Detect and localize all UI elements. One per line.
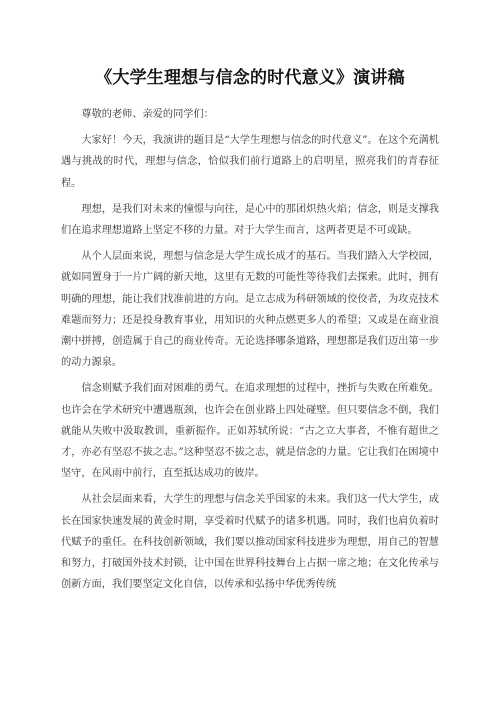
paragraph-greeting: 大家好！今天，我演讲的题目是“大学生理想与信念的时代意义”。在这个充满机遇与挑战的时代，理想与信念，恰似我们前行道路上的启明星，照亮我们的青春征程。: [61, 135, 439, 189]
paragraph-definition: 理想，是我们对未来的憧憬与向往，是心中的那团炽热火焰；信念，则是支撑我们在追求理想道路上坚定不移的力量。对于大学生而言，这两者更是不可或缺。: [61, 203, 439, 237]
paragraph-personal-level: 从个人层面来说，理想与信念是大学生成长成才的基石。当我们踏入大学校园，就如同置身于一片广阔的新天地，这里有无数的可能性等待我们去探索。此时，拥有明确的理想，能让我们找准前进的方向。是立志成为科研领域的佼佼者，为攻克技术难题而努力；还是投身教育事业，用知识的火种点燃更多人的希望；又或是在商业浪潮中拼搏，创造属于自己的商业传奇。无论选择哪条道路，理想都是我们迈出第一步的动力源泉。: [61, 251, 439, 369]
paragraph-salutation: 尊敬的老师、亲爱的同学们：: [81, 109, 214, 120]
paragraph-belief-courage: 信念则赋予我们面对困难的勇气。在追求理想的过程中，挫折与失败在所难免。也许会在学术研究中遭遇瓶颈，也许会在创业路上四处碰壁。但只要信念不倒，我们就能从失败中汲取教训，重新振作。正如苏轼所说：“古之立大事者，不惟有超世之才，亦必有坚忍不拔之志。”这种坚忍不拔之志，就是信念的力量。它让我们在困境中坚守，在风雨中前行，直至抵达成功的彼岸。: [61, 383, 439, 480]
document-title: 《大学生理想与信念的时代意义》演讲稿: [95, 68, 405, 88]
document-body: [61, 104, 439, 600]
paragraph-social-level: 从社会层面来看，大学生的理想与信念关乎国家的未来。我们这一代大学生，成长在国家快速发展的黄金时期，享受着时代赋予的诸多机遇。同时，我们也肩负着时代赋予的重任。在科技创新领域，我们要以推动国家科技进步为理想，用自己的智慧和努力，打破国外技术封锁，让中国在世界科技舞台上占据一席之地；在文化传承与创新方面，我们要坚定文化自信，以传承和弘扬中华优秀传统: [61, 494, 439, 591]
